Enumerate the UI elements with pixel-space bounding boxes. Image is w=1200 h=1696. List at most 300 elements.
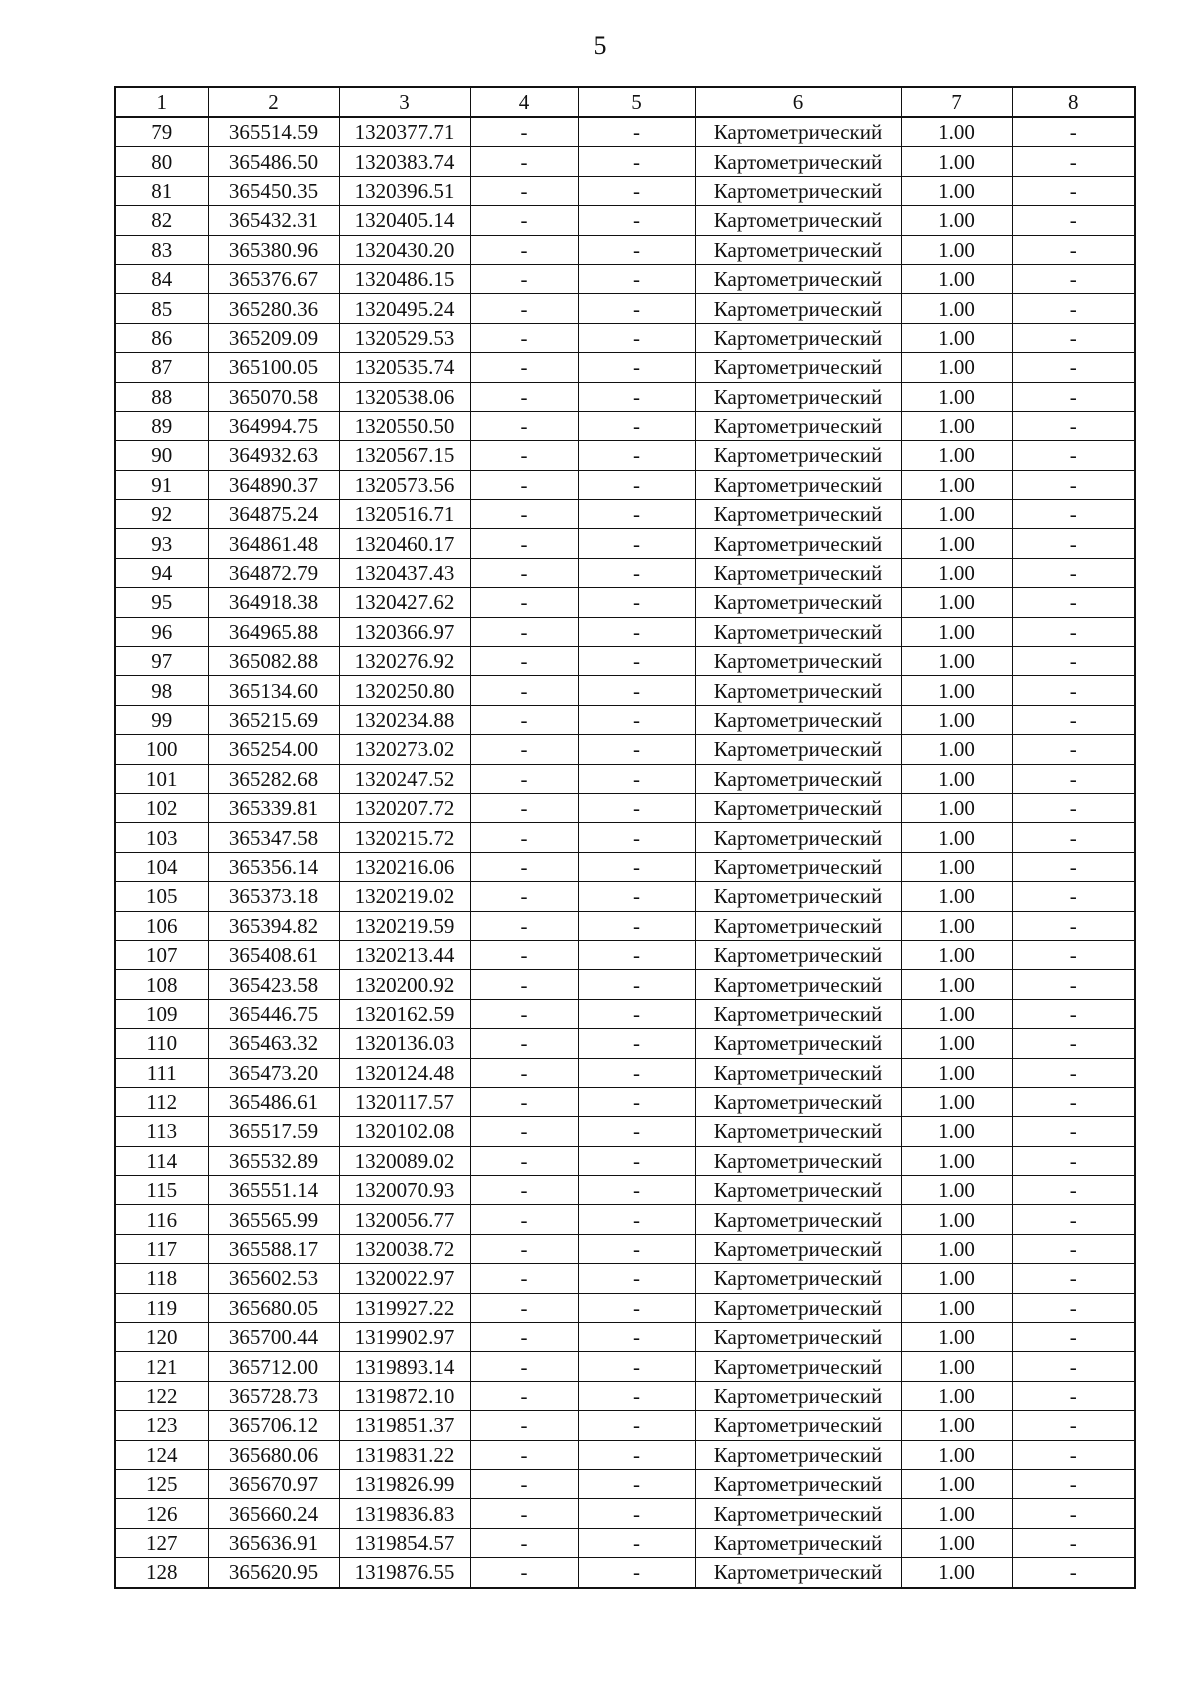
x-coordinate-cell: 365082.88 bbox=[208, 647, 339, 676]
column-4-cell: - bbox=[470, 206, 578, 235]
method-cell: Картометрический bbox=[695, 382, 901, 411]
accuracy-cell: 1.00 bbox=[901, 1205, 1012, 1234]
y-coordinate-cell: 1320234.88 bbox=[339, 705, 470, 734]
method-cell: Картометрический bbox=[695, 206, 901, 235]
method-cell: Картометрический bbox=[695, 1528, 901, 1557]
accuracy-cell: 1.00 bbox=[901, 676, 1012, 705]
point-number-cell: 95 bbox=[115, 588, 208, 617]
y-coordinate-cell: 1320273.02 bbox=[339, 735, 470, 764]
column-5-cell: - bbox=[578, 735, 695, 764]
table-row bbox=[115, 1558, 1135, 1588]
column-5-cell: - bbox=[578, 411, 695, 440]
table-row bbox=[115, 1469, 1135, 1498]
column-4-cell: - bbox=[470, 647, 578, 676]
method-cell: Картометрический bbox=[695, 647, 901, 676]
y-coordinate-cell: 1320538.06 bbox=[339, 382, 470, 411]
point-number-cell: 83 bbox=[115, 235, 208, 264]
column-8-cell: - bbox=[1012, 294, 1135, 323]
x-coordinate-cell: 365588.17 bbox=[208, 1234, 339, 1263]
accuracy-cell: 1.00 bbox=[901, 882, 1012, 911]
y-coordinate-cell: 1320070.93 bbox=[339, 1176, 470, 1205]
column-5-cell: - bbox=[578, 999, 695, 1028]
method-cell: Картометрический bbox=[695, 1176, 901, 1205]
table-row bbox=[115, 1499, 1135, 1528]
column-header: 5 bbox=[578, 87, 695, 117]
y-coordinate-cell: 1320276.92 bbox=[339, 647, 470, 676]
column-5-cell: - bbox=[578, 793, 695, 822]
y-coordinate-cell: 1320089.02 bbox=[339, 1146, 470, 1175]
column-8-cell: - bbox=[1012, 1234, 1135, 1263]
point-number-cell: 114 bbox=[115, 1146, 208, 1175]
x-coordinate-cell: 365565.99 bbox=[208, 1205, 339, 1234]
point-number-cell: 123 bbox=[115, 1411, 208, 1440]
column-4-cell: - bbox=[470, 1146, 578, 1175]
x-coordinate-cell: 365394.82 bbox=[208, 911, 339, 940]
column-5-cell: - bbox=[578, 1058, 695, 1087]
x-coordinate-cell: 365209.09 bbox=[208, 323, 339, 352]
table-row bbox=[115, 676, 1135, 705]
table-row bbox=[115, 1146, 1135, 1175]
x-coordinate-cell: 365636.91 bbox=[208, 1528, 339, 1557]
column-4-cell: - bbox=[470, 793, 578, 822]
table-row bbox=[115, 500, 1135, 529]
column-4-cell: - bbox=[470, 1234, 578, 1263]
method-cell: Картометрический bbox=[695, 353, 901, 382]
point-number-cell: 89 bbox=[115, 411, 208, 440]
method-cell: Картометрический bbox=[695, 793, 901, 822]
point-number-cell: 94 bbox=[115, 558, 208, 587]
x-coordinate-cell: 365373.18 bbox=[208, 882, 339, 911]
method-cell: Картометрический bbox=[695, 323, 901, 352]
y-coordinate-cell: 1320038.72 bbox=[339, 1234, 470, 1263]
table-row bbox=[115, 353, 1135, 382]
point-number-cell: 105 bbox=[115, 882, 208, 911]
column-5-cell: - bbox=[578, 117, 695, 147]
y-coordinate-cell: 1320383.74 bbox=[339, 147, 470, 176]
column-8-cell: - bbox=[1012, 1058, 1135, 1087]
table-row bbox=[115, 999, 1135, 1028]
column-8-cell: - bbox=[1012, 1146, 1135, 1175]
accuracy-cell: 1.00 bbox=[901, 1234, 1012, 1263]
point-number-cell: 82 bbox=[115, 206, 208, 235]
column-4-cell: - bbox=[470, 1440, 578, 1469]
method-cell: Картометрический bbox=[695, 441, 901, 470]
x-coordinate-cell: 364918.38 bbox=[208, 588, 339, 617]
method-cell: Картометрический bbox=[695, 147, 901, 176]
column-4-cell: - bbox=[470, 1469, 578, 1498]
column-4-cell: - bbox=[470, 1499, 578, 1528]
column-4-cell: - bbox=[470, 1293, 578, 1322]
y-coordinate-cell: 1320430.20 bbox=[339, 235, 470, 264]
table-row bbox=[115, 1440, 1135, 1469]
column-5-cell: - bbox=[578, 264, 695, 293]
table-row bbox=[115, 470, 1135, 499]
column-8-cell: - bbox=[1012, 264, 1135, 293]
accuracy-cell: 1.00 bbox=[901, 970, 1012, 999]
column-8-cell: - bbox=[1012, 852, 1135, 881]
point-number-cell: 97 bbox=[115, 647, 208, 676]
table-row bbox=[115, 1411, 1135, 1440]
x-coordinate-cell: 365380.96 bbox=[208, 235, 339, 264]
column-header: 4 bbox=[470, 87, 578, 117]
method-cell: Картометрический bbox=[695, 1117, 901, 1146]
x-coordinate-cell: 364872.79 bbox=[208, 558, 339, 587]
column-4-cell: - bbox=[470, 1528, 578, 1557]
point-number-cell: 125 bbox=[115, 1469, 208, 1498]
table-row bbox=[115, 529, 1135, 558]
column-4-cell: - bbox=[470, 999, 578, 1028]
x-coordinate-cell: 364994.75 bbox=[208, 411, 339, 440]
method-cell: Картометрический bbox=[695, 235, 901, 264]
point-number-cell: 88 bbox=[115, 382, 208, 411]
table-row bbox=[115, 882, 1135, 911]
column-4-cell: - bbox=[470, 940, 578, 969]
column-header: 7 bbox=[901, 87, 1012, 117]
column-8-cell: - bbox=[1012, 764, 1135, 793]
column-8-cell: - bbox=[1012, 235, 1135, 264]
column-8-cell: - bbox=[1012, 470, 1135, 499]
method-cell: Картометрический bbox=[695, 529, 901, 558]
column-5-cell: - bbox=[578, 1440, 695, 1469]
x-coordinate-cell: 365700.44 bbox=[208, 1323, 339, 1352]
method-cell: Картометрический bbox=[695, 1087, 901, 1116]
column-5-cell: - bbox=[578, 852, 695, 881]
method-cell: Картометрический bbox=[695, 1323, 901, 1352]
column-8-cell: - bbox=[1012, 1469, 1135, 1498]
point-number-cell: 85 bbox=[115, 294, 208, 323]
table-row bbox=[115, 441, 1135, 470]
accuracy-cell: 1.00 bbox=[901, 382, 1012, 411]
accuracy-cell: 1.00 bbox=[901, 705, 1012, 734]
method-cell: Картометрический bbox=[695, 764, 901, 793]
y-coordinate-cell: 1320124.48 bbox=[339, 1058, 470, 1087]
column-5-cell: - bbox=[578, 1029, 695, 1058]
column-8-cell: - bbox=[1012, 1117, 1135, 1146]
column-5-cell: - bbox=[578, 676, 695, 705]
point-number-cell: 109 bbox=[115, 999, 208, 1028]
x-coordinate-cell: 365100.05 bbox=[208, 353, 339, 382]
table-row bbox=[115, 147, 1135, 176]
accuracy-cell: 1.00 bbox=[901, 500, 1012, 529]
x-coordinate-cell: 364875.24 bbox=[208, 500, 339, 529]
table-row bbox=[115, 1058, 1135, 1087]
point-number-cell: 81 bbox=[115, 176, 208, 205]
table-row bbox=[115, 382, 1135, 411]
accuracy-cell: 1.00 bbox=[901, 1176, 1012, 1205]
y-coordinate-cell: 1320427.62 bbox=[339, 588, 470, 617]
point-number-cell: 86 bbox=[115, 323, 208, 352]
table-row bbox=[115, 1087, 1135, 1116]
column-8-cell: - bbox=[1012, 382, 1135, 411]
x-coordinate-cell: 365376.67 bbox=[208, 264, 339, 293]
x-coordinate-cell: 365620.95 bbox=[208, 1558, 339, 1588]
point-number-cell: 92 bbox=[115, 500, 208, 529]
point-number-cell: 103 bbox=[115, 823, 208, 852]
column-5-cell: - bbox=[578, 1469, 695, 1498]
table-row bbox=[115, 1381, 1135, 1410]
method-cell: Картометрический bbox=[695, 1381, 901, 1410]
accuracy-cell: 1.00 bbox=[901, 1293, 1012, 1322]
table-row bbox=[115, 940, 1135, 969]
column-8-cell: - bbox=[1012, 1176, 1135, 1205]
column-5-cell: - bbox=[578, 1352, 695, 1381]
accuracy-cell: 1.00 bbox=[901, 1411, 1012, 1440]
table-row bbox=[115, 970, 1135, 999]
column-8-cell: - bbox=[1012, 911, 1135, 940]
column-header: 8 bbox=[1012, 87, 1135, 117]
point-number-cell: 115 bbox=[115, 1176, 208, 1205]
x-coordinate-cell: 365680.05 bbox=[208, 1293, 339, 1322]
point-number-cell: 99 bbox=[115, 705, 208, 734]
column-5-cell: - bbox=[578, 323, 695, 352]
method-cell: Картометрический bbox=[695, 852, 901, 881]
table-row bbox=[115, 235, 1135, 264]
column-4-cell: - bbox=[470, 382, 578, 411]
y-coordinate-cell: 1320495.24 bbox=[339, 294, 470, 323]
column-8-cell: - bbox=[1012, 1558, 1135, 1588]
column-8-cell: - bbox=[1012, 588, 1135, 617]
y-coordinate-cell: 1319836.83 bbox=[339, 1499, 470, 1528]
x-coordinate-cell: 365473.20 bbox=[208, 1058, 339, 1087]
method-cell: Картометрический bbox=[695, 970, 901, 999]
point-number-cell: 104 bbox=[115, 852, 208, 881]
x-coordinate-cell: 364932.63 bbox=[208, 441, 339, 470]
column-8-cell: - bbox=[1012, 793, 1135, 822]
accuracy-cell: 1.00 bbox=[901, 1528, 1012, 1557]
y-coordinate-cell: 1320529.53 bbox=[339, 323, 470, 352]
accuracy-cell: 1.00 bbox=[901, 470, 1012, 499]
column-5-cell: - bbox=[578, 647, 695, 676]
table-row bbox=[115, 705, 1135, 734]
column-4-cell: - bbox=[470, 1029, 578, 1058]
x-coordinate-cell: 365347.58 bbox=[208, 823, 339, 852]
accuracy-cell: 1.00 bbox=[901, 617, 1012, 646]
column-5-cell: - bbox=[578, 1176, 695, 1205]
accuracy-cell: 1.00 bbox=[901, 1058, 1012, 1087]
column-4-cell: - bbox=[470, 823, 578, 852]
accuracy-cell: 1.00 bbox=[901, 852, 1012, 881]
column-4-cell: - bbox=[470, 1264, 578, 1293]
column-4-cell: - bbox=[470, 970, 578, 999]
table-row bbox=[115, 764, 1135, 793]
table-row bbox=[115, 1176, 1135, 1205]
accuracy-cell: 1.00 bbox=[901, 1029, 1012, 1058]
table-row bbox=[115, 558, 1135, 587]
accuracy-cell: 1.00 bbox=[901, 999, 1012, 1028]
point-number-cell: 79 bbox=[115, 117, 208, 147]
column-8-cell: - bbox=[1012, 206, 1135, 235]
column-4-cell: - bbox=[470, 1176, 578, 1205]
x-coordinate-cell: 365486.50 bbox=[208, 147, 339, 176]
y-coordinate-cell: 1320213.44 bbox=[339, 940, 470, 969]
x-coordinate-cell: 365680.06 bbox=[208, 1440, 339, 1469]
method-cell: Картометрический bbox=[695, 294, 901, 323]
page-number: 5 bbox=[593, 31, 607, 60]
x-coordinate-cell: 365134.60 bbox=[208, 676, 339, 705]
x-coordinate-cell: 365670.97 bbox=[208, 1469, 339, 1498]
table-row bbox=[115, 735, 1135, 764]
accuracy-cell: 1.00 bbox=[901, 117, 1012, 147]
x-coordinate-cell: 365356.14 bbox=[208, 852, 339, 881]
x-coordinate-cell: 365446.75 bbox=[208, 999, 339, 1028]
column-5-cell: - bbox=[578, 558, 695, 587]
point-number-cell: 127 bbox=[115, 1528, 208, 1557]
column-8-cell: - bbox=[1012, 1528, 1135, 1557]
column-8-cell: - bbox=[1012, 823, 1135, 852]
method-cell: Картометрический bbox=[695, 1499, 901, 1528]
column-8-cell: - bbox=[1012, 1381, 1135, 1410]
column-5-cell: - bbox=[578, 382, 695, 411]
column-5-cell: - bbox=[578, 1381, 695, 1410]
x-coordinate-cell: 364890.37 bbox=[208, 470, 339, 499]
y-coordinate-cell: 1320056.77 bbox=[339, 1205, 470, 1234]
column-8-cell: - bbox=[1012, 411, 1135, 440]
table-row bbox=[115, 588, 1135, 617]
y-coordinate-cell: 1320550.50 bbox=[339, 411, 470, 440]
column-5-cell: - bbox=[578, 206, 695, 235]
method-cell: Картометрический bbox=[695, 676, 901, 705]
column-4-cell: - bbox=[470, 1352, 578, 1381]
y-coordinate-cell: 1320567.15 bbox=[339, 441, 470, 470]
column-4-cell: - bbox=[470, 1205, 578, 1234]
accuracy-cell: 1.00 bbox=[901, 558, 1012, 587]
y-coordinate-cell: 1320219.02 bbox=[339, 882, 470, 911]
column-4-cell: - bbox=[470, 705, 578, 734]
column-4-cell: - bbox=[470, 735, 578, 764]
table-row bbox=[115, 1117, 1135, 1146]
column-8-cell: - bbox=[1012, 735, 1135, 764]
method-cell: Картометрический bbox=[695, 1440, 901, 1469]
column-8-cell: - bbox=[1012, 1293, 1135, 1322]
method-cell: Картометрический bbox=[695, 1469, 901, 1498]
method-cell: Картометрический bbox=[695, 1234, 901, 1263]
column-5-cell: - bbox=[578, 1528, 695, 1557]
accuracy-cell: 1.00 bbox=[901, 411, 1012, 440]
table-row bbox=[115, 852, 1135, 881]
method-cell: Картометрический bbox=[695, 911, 901, 940]
method-cell: Картометрический bbox=[695, 411, 901, 440]
x-coordinate-cell: 365517.59 bbox=[208, 1117, 339, 1146]
column-5-cell: - bbox=[578, 940, 695, 969]
column-8-cell: - bbox=[1012, 676, 1135, 705]
x-coordinate-cell: 365463.32 bbox=[208, 1029, 339, 1058]
column-5-cell: - bbox=[578, 588, 695, 617]
column-5-cell: - bbox=[578, 970, 695, 999]
method-cell: Картометрический bbox=[695, 1352, 901, 1381]
column-4-cell: - bbox=[470, 323, 578, 352]
column-header: 3 bbox=[339, 87, 470, 117]
table-row bbox=[115, 294, 1135, 323]
method-cell: Картометрический bbox=[695, 1058, 901, 1087]
x-coordinate-cell: 365728.73 bbox=[208, 1381, 339, 1410]
column-5-cell: - bbox=[578, 235, 695, 264]
point-number-cell: 107 bbox=[115, 940, 208, 969]
point-number-cell: 87 bbox=[115, 353, 208, 382]
column-header: 2 bbox=[208, 87, 339, 117]
column-8-cell: - bbox=[1012, 940, 1135, 969]
method-cell: Картометрический bbox=[695, 882, 901, 911]
y-coordinate-cell: 1320219.59 bbox=[339, 911, 470, 940]
point-number-cell: 122 bbox=[115, 1381, 208, 1410]
column-4-cell: - bbox=[470, 529, 578, 558]
table-row bbox=[115, 1264, 1135, 1293]
accuracy-cell: 1.00 bbox=[901, 294, 1012, 323]
column-4-cell: - bbox=[470, 882, 578, 911]
y-coordinate-cell: 1320535.74 bbox=[339, 353, 470, 382]
column-5-cell: - bbox=[578, 1146, 695, 1175]
x-coordinate-cell: 365532.89 bbox=[208, 1146, 339, 1175]
column-4-cell: - bbox=[470, 117, 578, 147]
point-number-cell: 113 bbox=[115, 1117, 208, 1146]
y-coordinate-cell: 1320216.06 bbox=[339, 852, 470, 881]
column-5-cell: - bbox=[578, 1117, 695, 1146]
column-5-cell: - bbox=[578, 1293, 695, 1322]
x-coordinate-cell: 365282.68 bbox=[208, 764, 339, 793]
x-coordinate-cell: 365712.00 bbox=[208, 1352, 339, 1381]
method-cell: Картометрический bbox=[695, 940, 901, 969]
point-number-cell: 124 bbox=[115, 1440, 208, 1469]
table-row bbox=[115, 1528, 1135, 1557]
point-number-cell: 117 bbox=[115, 1234, 208, 1263]
point-number-cell: 111 bbox=[115, 1058, 208, 1087]
column-8-cell: - bbox=[1012, 970, 1135, 999]
table-row bbox=[115, 323, 1135, 352]
x-coordinate-cell: 365423.58 bbox=[208, 970, 339, 999]
column-8-cell: - bbox=[1012, 705, 1135, 734]
method-cell: Картометрический bbox=[695, 500, 901, 529]
column-5-cell: - bbox=[578, 353, 695, 382]
method-cell: Картометрический bbox=[695, 1558, 901, 1588]
y-coordinate-cell: 1319927.22 bbox=[339, 1293, 470, 1322]
column-8-cell: - bbox=[1012, 1440, 1135, 1469]
accuracy-cell: 1.00 bbox=[901, 441, 1012, 470]
x-coordinate-cell: 365070.58 bbox=[208, 382, 339, 411]
accuracy-cell: 1.00 bbox=[901, 911, 1012, 940]
point-number-cell: 93 bbox=[115, 529, 208, 558]
point-number-cell: 100 bbox=[115, 735, 208, 764]
column-8-cell: - bbox=[1012, 353, 1135, 382]
point-number-cell: 101 bbox=[115, 764, 208, 793]
table-row bbox=[115, 823, 1135, 852]
method-cell: Картометрический bbox=[695, 470, 901, 499]
column-8-cell: - bbox=[1012, 1205, 1135, 1234]
table-row bbox=[115, 264, 1135, 293]
x-coordinate-cell: 365408.61 bbox=[208, 940, 339, 969]
y-coordinate-cell: 1320207.72 bbox=[339, 793, 470, 822]
table-row bbox=[115, 1029, 1135, 1058]
y-coordinate-cell: 1320200.92 bbox=[339, 970, 470, 999]
method-cell: Картометрический bbox=[695, 588, 901, 617]
column-4-cell: - bbox=[470, 176, 578, 205]
table-row bbox=[115, 1293, 1135, 1322]
accuracy-cell: 1.00 bbox=[901, 1381, 1012, 1410]
y-coordinate-cell: 1320486.15 bbox=[339, 264, 470, 293]
column-8-cell: - bbox=[1012, 1029, 1135, 1058]
method-cell: Картометрический bbox=[695, 264, 901, 293]
column-5-cell: - bbox=[578, 1411, 695, 1440]
method-cell: Картометрический bbox=[695, 1205, 901, 1234]
x-coordinate-cell: 365339.81 bbox=[208, 793, 339, 822]
table-row bbox=[115, 793, 1135, 822]
y-coordinate-cell: 1320250.80 bbox=[339, 676, 470, 705]
table-body bbox=[115, 117, 1135, 1588]
method-cell: Картометрический bbox=[695, 117, 901, 147]
method-cell: Картометрический bbox=[695, 1029, 901, 1058]
column-8-cell: - bbox=[1012, 558, 1135, 587]
column-8-cell: - bbox=[1012, 500, 1135, 529]
x-coordinate-cell: 365215.69 bbox=[208, 705, 339, 734]
y-coordinate-cell: 1320405.14 bbox=[339, 206, 470, 235]
